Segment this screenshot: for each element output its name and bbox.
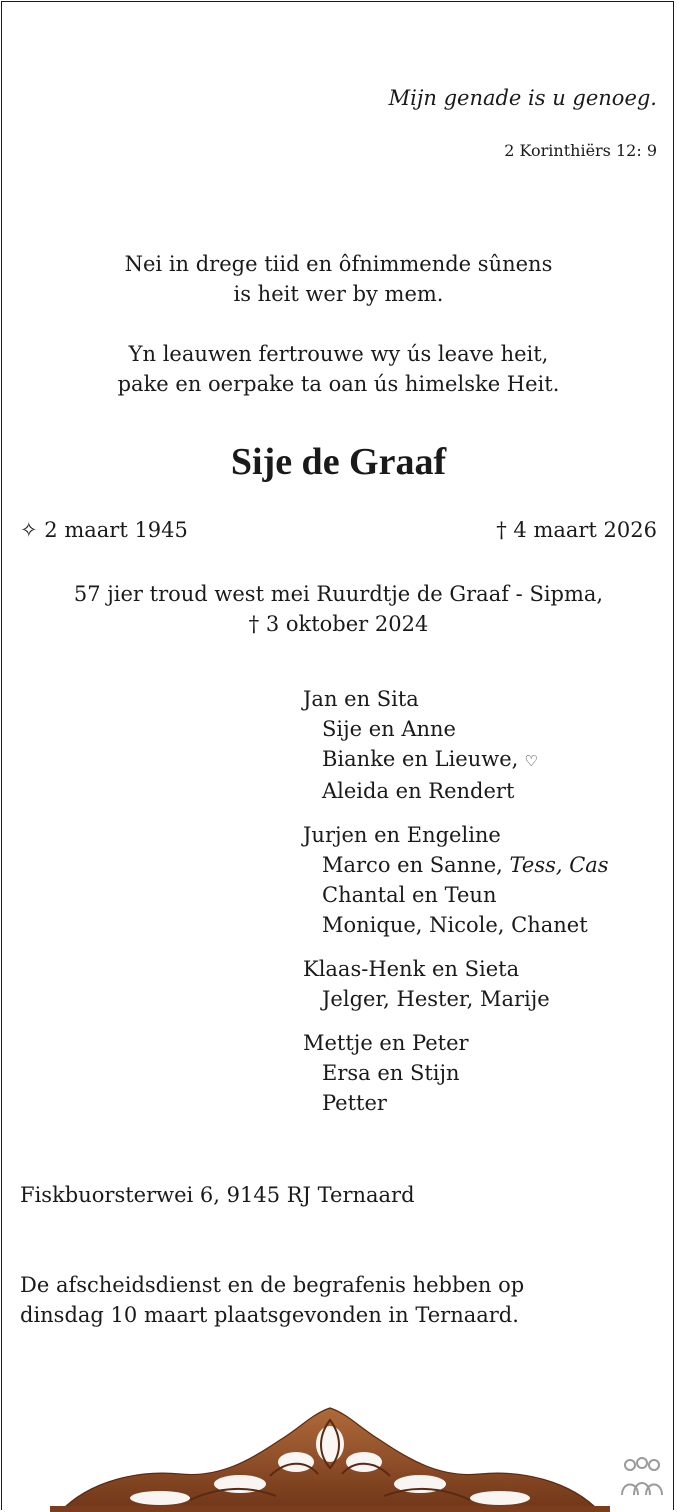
family-child: Aleida en Rendert (322, 779, 515, 803)
family-parents: Jurjen en Engeline (303, 823, 501, 847)
family-child (303, 850, 609, 880)
carved-wood-ornament-icon (50, 1400, 610, 1512)
family-child (303, 744, 609, 776)
cross-icon: † (496, 518, 507, 542)
star-icon: ✧ (20, 518, 38, 542)
verse-block-2 (0, 339, 677, 399)
verse-line: Yn leauwen fertrouwe wy ús leave heit, (128, 342, 549, 366)
verse-line: is heit wer by mem. (233, 282, 444, 306)
family-group (303, 954, 609, 1014)
deceased-name: Sije de Graaf (230, 441, 447, 483)
family-group (303, 820, 609, 940)
family-child: Jelger, Hester, Marije (322, 987, 550, 1011)
family-group (303, 1028, 609, 1118)
verse-line: pake en oerpake ta oan ús himelske Heit. (117, 372, 560, 396)
bible-quote: Mijn genade is u genoeg. (388, 86, 657, 110)
family-child: Ersa en Stijn (322, 1061, 460, 1085)
birth-date-text: 2 maart 1945 (44, 518, 188, 542)
great-grandchildren: Tess, Cas (509, 853, 609, 877)
heart-icon: ♡ (524, 752, 538, 770)
verse-line: Nei in drege tiid en ôfnimmende sûnens (124, 252, 553, 276)
family-child: Petter (322, 1091, 387, 1115)
people-group-icon (618, 1455, 666, 1499)
family-child: Monique, Nicole, Chanet (322, 913, 588, 937)
bible-reference: 2 Korinthiërs 12: 9 (504, 141, 657, 160)
spouse-info (0, 579, 677, 639)
spouse-line: 57 jier troud west mei Ruurdtje de Graaf - Sipma, (73, 582, 604, 606)
service-line: De afscheidsdienst en de begrafenis hebben op (20, 1273, 525, 1297)
family-child-text: Bianke en Lieuwe, (322, 747, 519, 771)
service-line: dinsdag 10 maart plaatsgevonden in Ternaard. (20, 1303, 519, 1327)
family-list (303, 684, 609, 1132)
spouse-death-line: † 3 oktober 2024 (248, 612, 429, 636)
family-child-text: Marco en Sanne, (322, 853, 503, 877)
family-group (303, 684, 609, 806)
family-parents: Klaas-Henk en Sieta (303, 957, 520, 981)
family-parents: Jan en Sita (303, 687, 419, 711)
family-parents: Mettje en Peter (303, 1031, 469, 1055)
service-info (20, 1270, 524, 1330)
death-date-text: 4 maart 2026 (513, 518, 657, 542)
address: Fiskbuorsterwei 6, 9145 RJ Ternaard (20, 1183, 415, 1207)
birth-date (20, 518, 188, 542)
death-date (496, 518, 657, 542)
family-child: Chantal en Teun (322, 883, 497, 907)
family-child: Sije en Anne (322, 717, 456, 741)
verse-block-1 (0, 249, 677, 309)
